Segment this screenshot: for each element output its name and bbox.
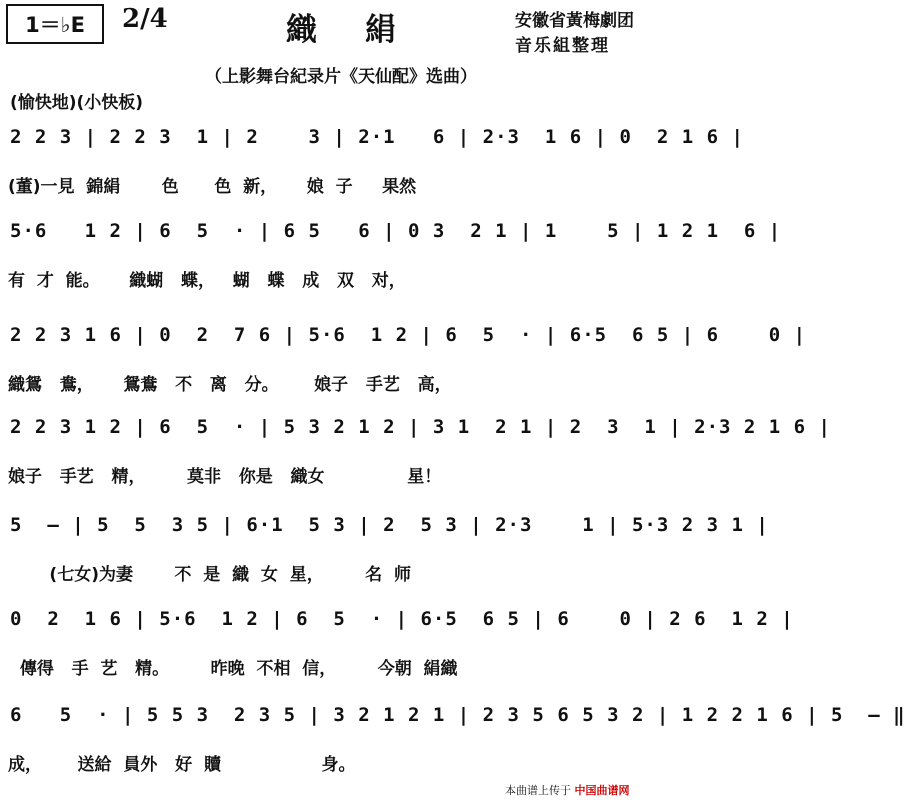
footer-prefix: 本曲谱上传于 [505, 784, 571, 797]
site-name[interactable]: 中国曲谱网 [574, 784, 630, 797]
organization: 安徽省黃梅劇团 [515, 11, 634, 31]
key-signature: 1＝♭E [6, 4, 104, 44]
lyrics: 成， 送給 員外 好 贖 身。 [8, 755, 356, 775]
lyrics: (七女)为妻 不 是 織 女 星， 名 师 [8, 565, 412, 585]
lyrics: (董)一見 錦絹 色 色 新， 娘 子 果然 [8, 177, 417, 197]
lyrics: 娘子 手艺 精， 莫非 你是 織女 星！ [8, 467, 442, 487]
arranger: 音乐組整理 [515, 36, 610, 56]
notation: 6 5 · | 5 5 3 2 3 5 | 3 2 1 2 1 | 2 3 5 6 5 3 2 | 1 2 2 1 6 | 5 — ‖ [10, 704, 906, 726]
notation: 5·6 1 2 | 6 5 · | 6 5 6 | 0 3 2 1 | 1 5 | 1 2 1 6 | [10, 220, 782, 242]
lyrics: 傳得 手 艺 精。 昨晚 不相 信， 今朝 絹織 [8, 659, 458, 679]
notation: 2 2 3 | 2 2 3 1 | 2 3 | 2·1 6 | 2·3 1 6 | 0 2 1 6 | [10, 126, 744, 148]
staff-line [0, 510, 769, 592]
score-subtitle: （上影舞台紀录片《天仙配》选曲） [205, 67, 477, 87]
tempo-marking: (愉快地)(小快板) [10, 93, 144, 113]
lyrics: 織鴛 鴦， 鴛鴦 不 离 分。 娘子 手艺 高， [8, 375, 452, 395]
notation: 0 2 1 6 | 5·6 1 2 | 6 5 · | 6·5 6 5 | 6 0 | 2 6 1 2 | [10, 608, 794, 630]
staff-line [0, 604, 794, 686]
notation: 2 2 3 1 6 | 0 2 7 6 | 5·6 1 2 | 6 5 · | 6·5 6 5 | 6 0 | [10, 324, 807, 346]
staff-line [0, 216, 782, 298]
staff-line [0, 122, 744, 204]
time-signature: 2/4 [122, 4, 168, 34]
notation: 5 — | 5 5 3 5 | 6·1 5 3 | 2 5 3 | 2·3 1 | 5·3 2 3 1 | [10, 514, 769, 536]
notation: 2 2 3 1 2 | 6 5 · | 5 3 2 1 2 | 3 1 2 1 | 2 3 1 | 2·3 2 1 6 | [10, 416, 831, 438]
staff-line [0, 412, 831, 494]
staff-line [0, 700, 906, 782]
upload-footer [505, 782, 630, 798]
score-title: 織絹 [286, 12, 444, 48]
lyrics: 有 才 能。 織蝴 蝶， 蝴 蝶 成 双 对， [8, 271, 406, 291]
staff-line [0, 320, 807, 402]
